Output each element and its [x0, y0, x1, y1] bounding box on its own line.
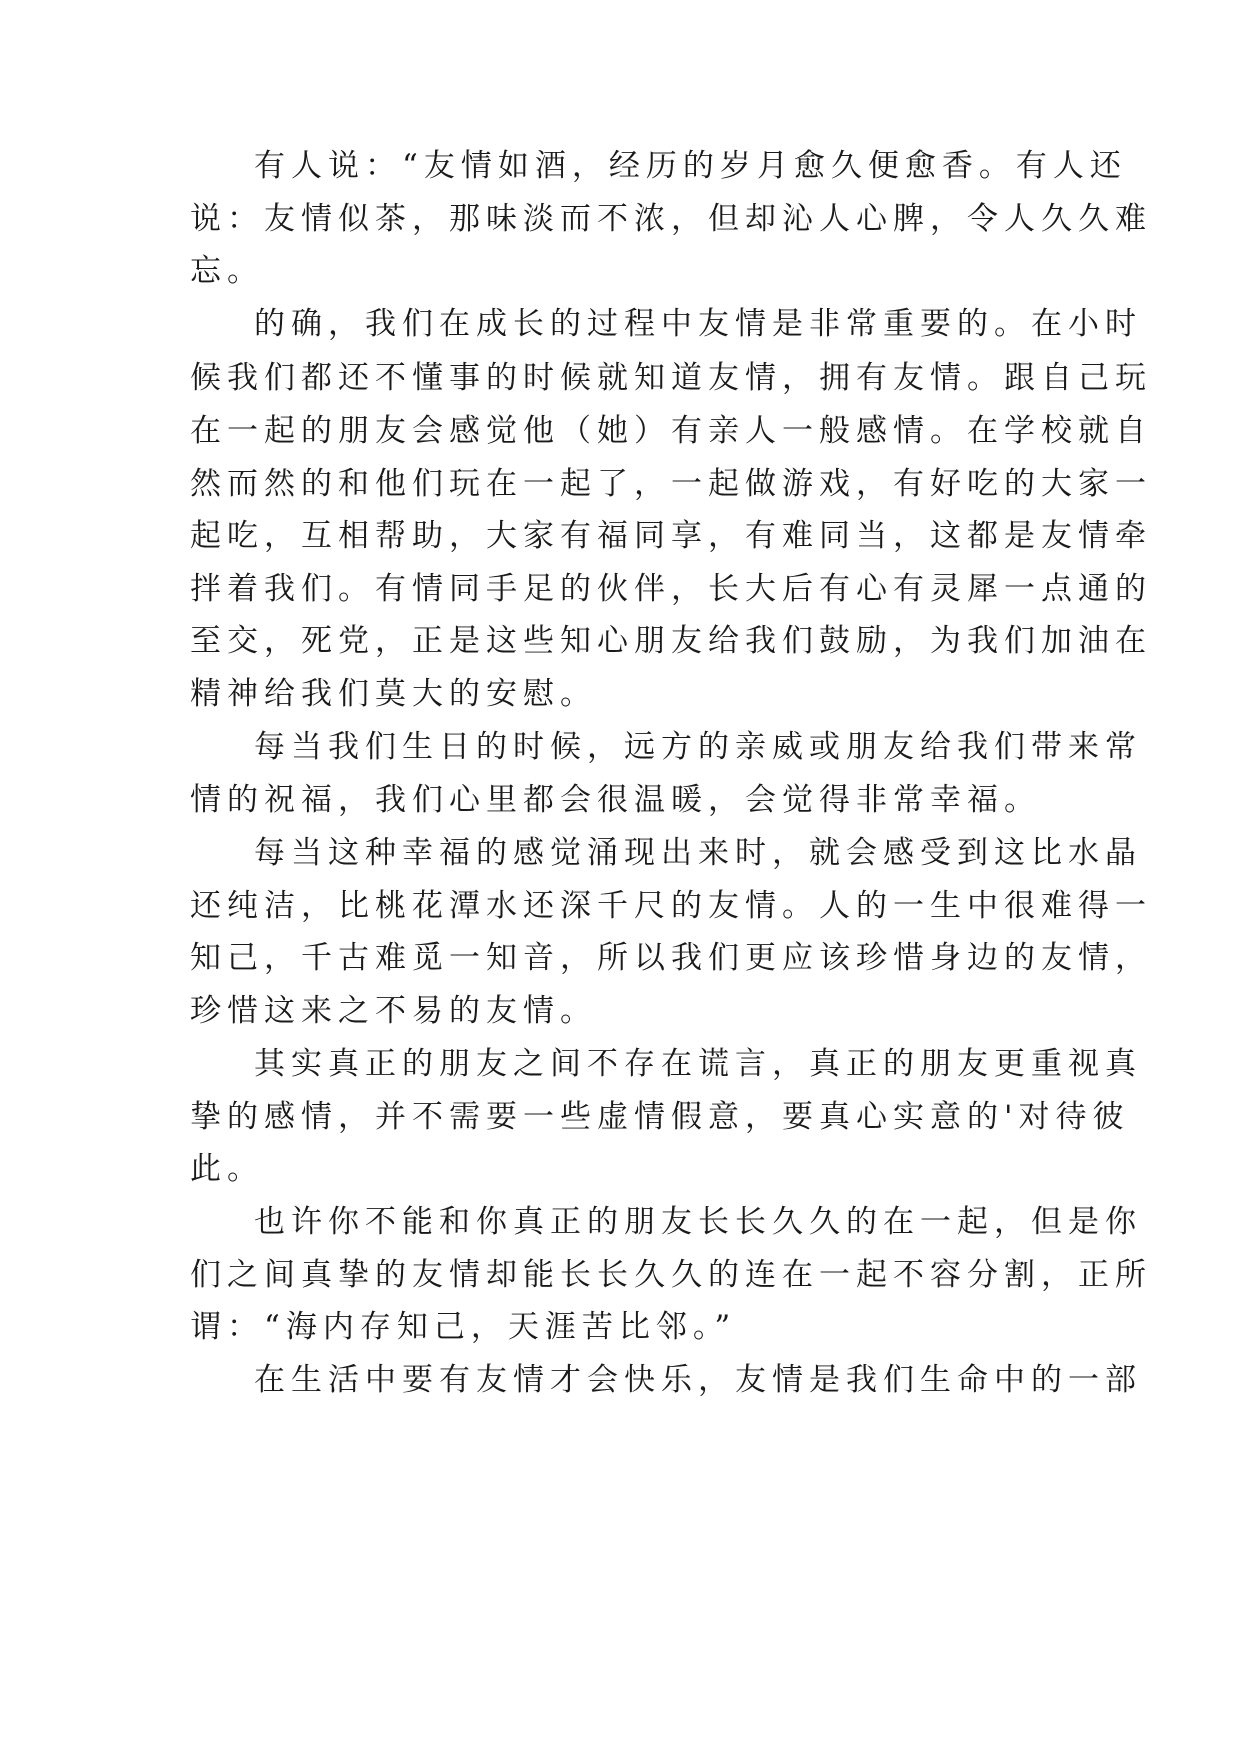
text-line: 情的祝福，我们心里都会很温暖，会觉得非常幸福。 — [190, 782, 1041, 818]
text-line: 在一起的朋友会感觉他（她）有亲人一般感情。在学校就自 — [190, 413, 1152, 449]
text-line: 至交，死党，正是这些知心朋友给我们鼓励，为我们加油在 — [190, 623, 1152, 659]
text-line: 珍惜这来之不易的友情。 — [190, 993, 597, 1029]
text-line: 起吃，互相帮助，大家有福同享，有难同当，这都是友情牵 — [190, 518, 1152, 554]
text-line: 知己，千古难觅一知音，所以我们更应该珍惜身边的友情， — [190, 940, 1152, 976]
text-line: 精神给我们莫大的安慰。 — [190, 676, 597, 712]
text-line: 其实真正的朋友之间不存在谎言，真正的朋友更重视真 — [254, 1046, 1142, 1082]
text-line: 拌着我们。有情同手足的伙伴，长大后有心有灵犀一点通的 — [190, 571, 1152, 607]
text-line: 还纯洁，比桃花潭水还深千尺的友情。人的一生中很难得一 — [190, 888, 1152, 924]
text-line: 然而然的和他们玩在一起了，一起做游戏，有好吃的大家一 — [190, 466, 1152, 502]
text-line: 此。 — [190, 1151, 264, 1187]
text-line: 每当这种幸福的感觉涌现出来时，就会感受到这比水晶 — [254, 835, 1142, 871]
text-line: 谓：“海内存知己，天涯苦比邻。” — [190, 1309, 737, 1345]
text-line: 挚的感情，并不需要一些虚情假意，要真心实意的'对待彼 — [190, 1099, 1130, 1135]
text-line: 每当我们生日的时候，远方的亲威或朋友给我们带来常 — [254, 729, 1142, 765]
text-line: 在生活中要有友情才会快乐，友情是我们生命中的一部 — [254, 1362, 1142, 1398]
text-line: 忘。 — [190, 253, 264, 289]
text-line: 的确，我们在成长的过程中友情是非常重要的。在小时 — [254, 306, 1142, 342]
text-line: 候我们都还不懂事的时候就知道友情，拥有友情。跟自己玩 — [190, 360, 1152, 396]
text-line: 们之间真挚的友情却能长长久久的连在一起不容分割，正所 — [190, 1257, 1152, 1293]
text-line: 也许你不能和你真正的朋友长长久久的在一起，但是你 — [254, 1204, 1142, 1240]
text-line: 说：友情似茶，那味淡而不浓，但却沁人心脾，令人久久难 — [190, 201, 1152, 237]
text-line: 有人说：“友情如酒，经历的岁月愈久便愈香。有人还 — [254, 148, 1127, 184]
